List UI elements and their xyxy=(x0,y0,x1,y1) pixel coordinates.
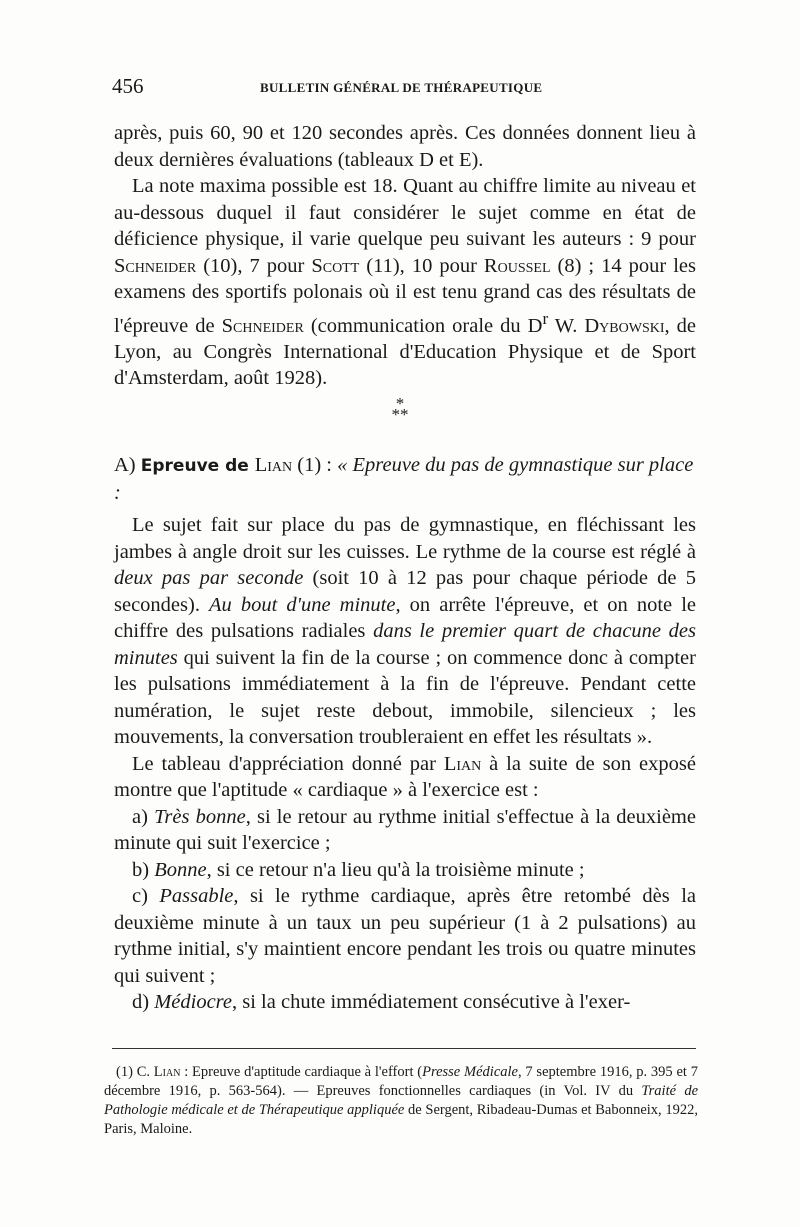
list-item: c) Passable, si le rythme cardiaque, après être retombé dès la deuxième minute à un taux un peu supérieur (1 à 2 pulsations) au rythme initial, s'y maintient encore pendant les trois ou quatre minutes qui suivent ; xyxy=(114,885,696,987)
paragraph-3: Le tableau d'appréciation donné par Lian à la suite de son exposé montre que l'aptitude « cardiaque » à l'exercice est : xyxy=(114,752,696,801)
section-heading: A) Epreuve de Lian (1) : « Epreuve du pas de gymnastique sur place : xyxy=(114,454,694,504)
section-title-italic: « Epreuve du pas de gymnastique sur place : xyxy=(114,454,694,504)
asterism-separator: * ** xyxy=(391,394,409,424)
list-item: b) Bonne, si ce retour n'a lieu qu'à la troisième minute ; xyxy=(132,858,585,881)
author-schneider: Schneider xyxy=(221,314,304,337)
paragraph-1b: La note maxima possible est 18. Quant au chiffre limite au niveau et au-dessous duquel il faut considérer le sujet comme en état de déficience physique, il varie quelque peu suivant les auteurs : 9 pour Schneider (10), 7 pour Scott (11), 10 pour Roussel (8) ; 14 pour les examens des sportifs polonais où il est tenu grand cas des résultats de l'épreuve de Schneider (communication orale du $D^r$ W. Dybowski, de Lyon, au Congrès International d'Education Physique et de Sport d'Amsterdam, août 1928). xyxy=(114,175,696,390)
list-item: d) Médiocre, si la chute immédiatement consécutive à l'exer- xyxy=(132,991,631,1013)
footnote-divider xyxy=(112,1048,696,1049)
author-dybowski: Dybowski xyxy=(584,314,665,337)
paragraph-continuation xyxy=(114,120,696,392)
main-body xyxy=(114,512,696,1016)
page-header xyxy=(112,74,697,102)
paragraph-1a: après, puis 60, 90 et 120 secondes après. Ces données donnent lieu à deux dernières évaluations (tableaux D et E). xyxy=(114,122,696,171)
author-schneider: Schneider xyxy=(114,254,197,277)
footnote-text: (1) C. Lian : Epreuve d'aptitude cardiaque à l'effort (Presse Médicale, 7 septembre 1916, p. 395 et 7 décembre 1916, p. 563-564). — Epreuves fonctionnelles cardiaques (in Vol. IV du Traité de Pathologie médicale et de Thérapeutique appliquée de Sergent, Ribadeau-Dumas et Babonneix, 1922, Paris, Maloine. xyxy=(104,1064,698,1137)
footnote xyxy=(104,1063,698,1139)
running-title: BULLETIN GÉNÉRAL DE THÉRAPEUTIQUE xyxy=(260,80,543,95)
list-item: a) Très bonne, si le retour au rythme initial s'effectue à la deuxième minute qui suit l'exercice ; xyxy=(114,805,696,854)
paragraph-2: Le sujet fait sur place du pas de gymnastique, en fléchissant les jambes à angle droit sur les cuisses. Le rythme de la course est réglé à deux pas par seconde (soit 10 à 12 pas pour chaque période de 5 secondes). Au bout d'une minute, on arrête l'épreuve, et on note le chiffre des pulsations radiales dans le premier quart de chacune des minutes qui suivent la fin de la course ; on commence donc à compter les pulsations immédiatement à la fin de l'épreuve. Pendant cette numération, le sujet reste debout, immobile, silencieux ; les mouvements, la conversation troubleraient en effet les résultats ». xyxy=(114,514,697,748)
section-title-bold: Epreuve de xyxy=(140,456,255,476)
page-number: 456 xyxy=(112,74,144,98)
author-roussel: Roussel xyxy=(483,254,551,277)
author-scott: Scott xyxy=(311,254,360,277)
